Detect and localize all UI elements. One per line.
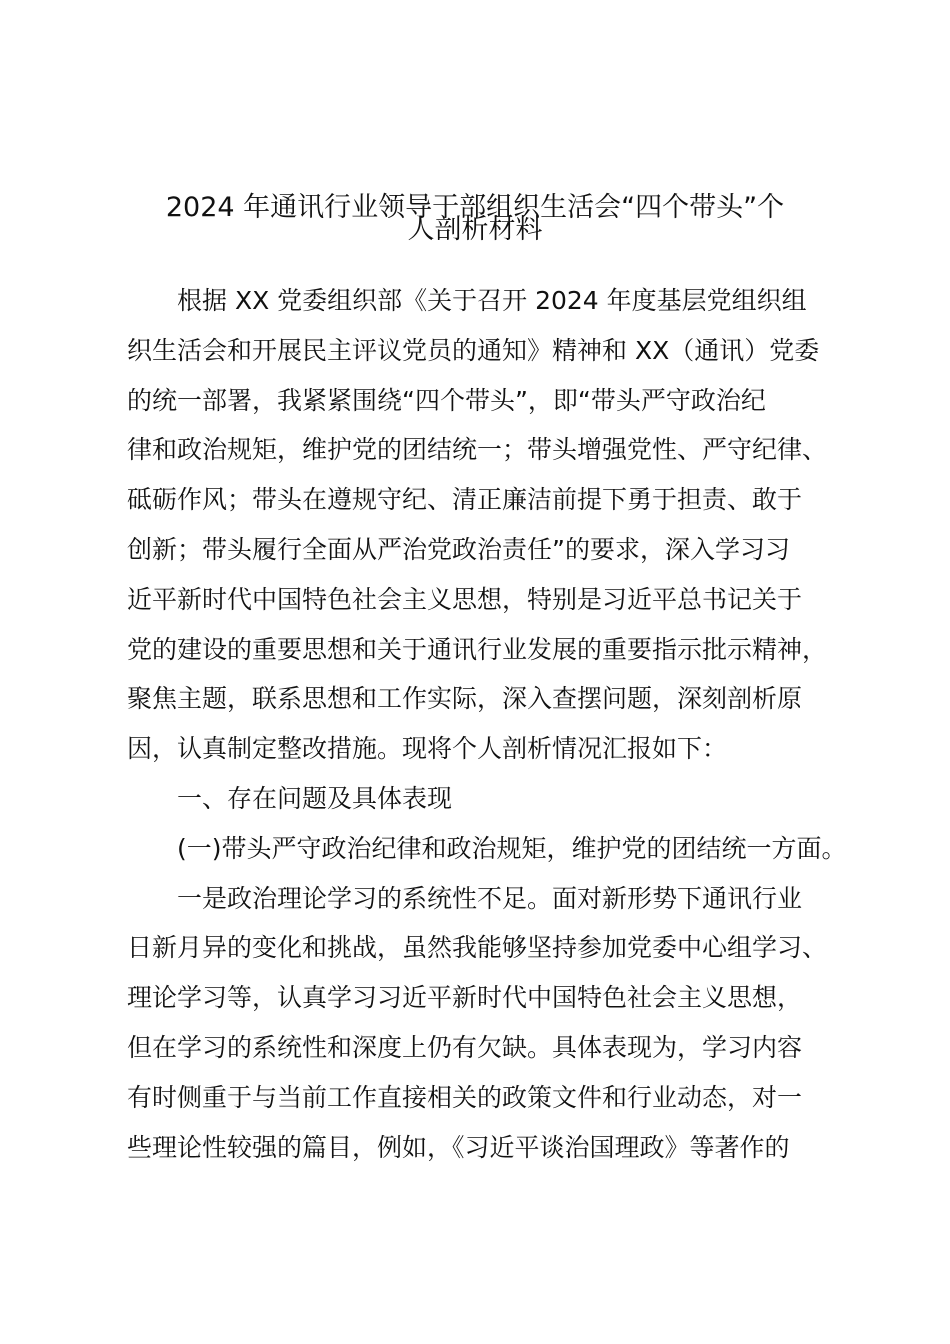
body-line: 的统一部署，我紧紧围绕“四个带头”，即“带头严守政治纪 xyxy=(127,385,766,415)
document-title-line-2: 人剖析材料 xyxy=(407,214,543,245)
body-line: 有时侧重于与当前工作直接相关的政策文件和行业动态，对一 xyxy=(127,1082,803,1112)
body-line: 日新月异的变化和挑战，虽然我能够坚持参加党委中心组学习、 xyxy=(127,933,828,963)
body-line: 因，认真制定整改措施。现将个人剖析情况汇报如下： xyxy=(127,734,728,764)
body-line: 近平新时代中国特色社会主义思想，特别是习近平总书记关于 xyxy=(127,584,803,614)
body-line: 织生活会和开展民主评议党员的通知》精神和 XX（通讯）党委 xyxy=(127,335,820,365)
body-line: 些理论性较强的篇目，例如，《习近平谈治国理政》等著作的 xyxy=(127,1132,790,1162)
body-line: 党的建设的重要思想和关于通讯行业发展的重要指示批示精神， xyxy=(127,634,828,664)
document-title-line-1: 2024 年通讯行业领导干部组织生活会“四个带头”个 xyxy=(165,192,785,223)
body-line: 一是政治理论学习的系统性不足。面对新形势下通讯行业 xyxy=(177,883,803,913)
body-line: 砥砺作风；带头在遵规守纪、清正廉洁前提下勇于担责、敢于 xyxy=(127,485,803,515)
body-line: 律和政治规矩，维护党的团结统一；带头增强党性、严守纪律、 xyxy=(127,435,828,465)
body-line: 一、存在问题及具体表现 xyxy=(177,784,453,813)
body-line: 聚焦主题，联系思想和工作实际，深入查摆问题，深刻剖析原 xyxy=(127,684,803,714)
body-line: 根据 XX 党委组织部《关于召开 2024 年度基层党组织组 xyxy=(177,286,807,315)
body-line: 创新；带头履行全面从严治党政治责任”的要求，深入学习习 xyxy=(127,535,790,564)
body-line: (一)带头严守政治纪律和政治规矩，维护党的团结统一方面。 xyxy=(177,833,847,863)
body-line: 但在学习的系统性和深度上仍有欠缺。具体表现为，学习内容 xyxy=(127,1033,803,1062)
body-line: 理论学习等，认真学习习近平新时代中国特色社会主义思想， xyxy=(127,983,803,1013)
